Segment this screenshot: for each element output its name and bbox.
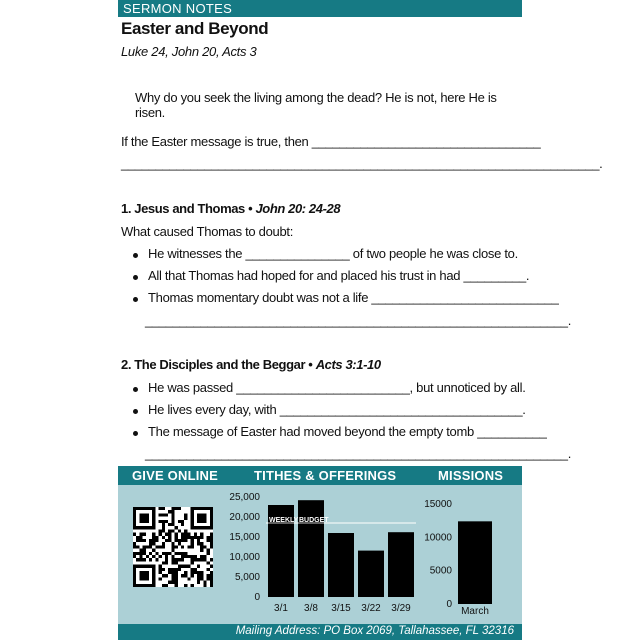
bullet-text: He witnesses the _______________ of two people he was close to. — [148, 246, 518, 261]
section-1-continuation: _____________________________________________________________. — [145, 313, 572, 328]
x-tick-label: March — [461, 606, 489, 617]
section-2-reference: Acts 3:1-10 — [315, 357, 381, 372]
footer-bar — [118, 624, 522, 640]
missions-heading: MISSIONS — [438, 468, 504, 483]
tithes-heading: TITHES & OFFERINGS — [254, 468, 397, 483]
fill-in-prompt-line-1: If the Easter message is true, then _________________________________ — [121, 134, 541, 149]
bullet-text: The message of Easter had moved beyond the empty tomb __________ — [148, 424, 547, 439]
bar-3/29 — [388, 532, 414, 597]
mailing-address: Mailing Address: PO Box 2069, Tallahassee, FL 32316 — [235, 625, 514, 637]
section-2-heading — [121, 357, 381, 372]
sermon-notes-page — [118, 0, 603, 640]
x-tick-label: 3/1 — [274, 603, 288, 614]
missions-chart — [424, 499, 492, 617]
x-tick-label: 3/22 — [361, 603, 381, 614]
tithes-chart — [229, 492, 416, 614]
x-tick-label: 3/29 — [391, 603, 411, 614]
y-tick-label: 0 — [254, 592, 260, 603]
section-1-lead: What caused Thomas to doubt: — [121, 224, 294, 239]
y-tick-label: 0 — [446, 599, 452, 610]
bar-3/8 — [298, 500, 324, 597]
y-tick-label: 15,000 — [229, 532, 260, 543]
giving-charts — [118, 485, 522, 624]
y-tick-label: 20,000 — [229, 512, 260, 523]
section-2-title: 2. The Disciples and the Beggar • — [121, 357, 316, 372]
y-tick-label: 10000 — [424, 532, 452, 544]
y-tick-label: 15000 — [424, 499, 452, 510]
bar-march — [458, 521, 492, 604]
y-tick-label: 5,000 — [234, 572, 260, 583]
section-1-heading — [121, 201, 340, 216]
give-online-heading: GIVE ONLINE — [132, 468, 218, 483]
y-tick-label: 5000 — [429, 565, 452, 577]
sermon-title: Easter and Beyond — [121, 19, 269, 38]
x-tick-label: 3/8 — [304, 603, 318, 614]
bullet-text: Thomas momentary doubt was not a life ___________________________ — [148, 290, 559, 305]
bar-3/15 — [328, 533, 354, 597]
reference-line-label: WEEKLY — [269, 517, 299, 524]
sermon-notes-banner — [118, 0, 522, 17]
scripture-references: Luke 24, John 20, Acts 3 — [121, 44, 257, 59]
section-2-continuation: _____________________________________________________________. — [145, 446, 572, 461]
x-tick-label: 3/15 — [331, 603, 351, 614]
bullet-text: He was passed _________________________, but unnoticed by all. — [148, 380, 526, 395]
bar-3/22 — [358, 551, 384, 597]
section-1-reference: John 20: 24-28 — [255, 201, 341, 216]
reference-line-label: BUDGET — [299, 517, 329, 524]
bullet-text: All that Thomas had hoped for and placed his trust in had _________. — [148, 268, 530, 283]
y-tick-label: 25,000 — [229, 492, 260, 503]
y-tick-label: 10,000 — [229, 552, 260, 563]
banner-label: SERMON NOTES — [123, 1, 233, 16]
bullet-text: He lives every day, with ___________________________________. — [148, 402, 526, 417]
section-1-title: 1. Jesus and Thomas • — [121, 201, 256, 216]
fill-in-prompt-line-2: _____________________________________________________________________. — [121, 156, 603, 171]
opening-quote: Why do you seek the living among the dead? He is not, here He is risen. — [135, 90, 497, 120]
giving-panel-header — [118, 466, 522, 485]
